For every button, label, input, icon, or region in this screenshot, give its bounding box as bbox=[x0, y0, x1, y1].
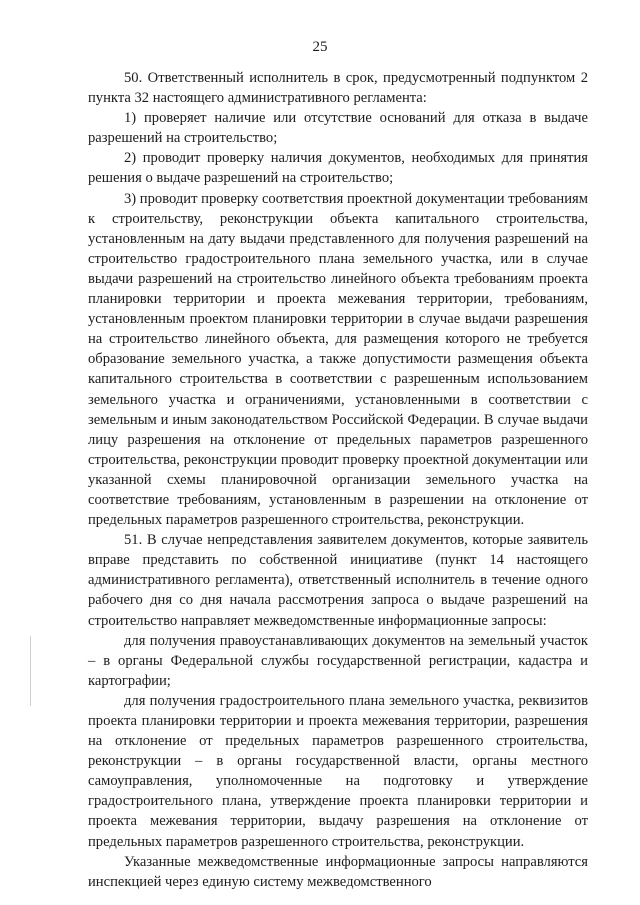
paragraph-51-intro: 51. В случае непредставления заявителем документов, которые заявитель вправе представить по собственной инициативе (пункт 14 настоящего административного регламента), ответственный исполнитель в течение одного рабочего дня со дня начала рассмотрения запроса о выдаче разрешений на строительство направляет межведомственные информационные запросы: bbox=[88, 532, 588, 629]
paragraph-51-request-land: для получения правоустанавливающих документов на земельный участок – в органы Федеральной службы государственной регистрации, кадастра и картографии; bbox=[88, 632, 588, 689]
paragraph-51-request-plan: для получения градостроительного плана земельного участка, реквизитов проекта планировки территории и проекта межевания территории, разрешения на отклонение от предельных параметров разрешенного строительства, реконструкции – в органы государственной власти, органы местного самоуправления, уполномоченные на подготовку и утверждение градостроительного плана, утверждение проекта планировки территории и проекта межевания территории, выдачу разрешения на отклонение от предельных параметров разрешенного строительства, реконструкции. bbox=[88, 692, 588, 850]
paragraph-50-item-3: 3) проводит проверку соответствия проектной документации требованиям к строительству, реконструкции объекта капитального строительства, установленным на дату выдачи представленного для получения разрешений на строительство градостроительного плана земельного участка, или в случае выдачи разрешений на строительство линейного объекта требованиям проекта планировки территории и проекта межевания территории, требованиям, установленным проектом планировки территории в случае выдачи разрешения на строительство линейного объекта, для размещения которого не требуется образование земельного участка, а также допустимости размещения объекта капитального строительства в соответствии с разрешенным использованием земельного участка и ограничениями, установленными в соответствии с земельным и иным законодательством Российской Федерации. В случае выдачи лицу разрешения на отклонение от предельных параметров разрешенного строительства, реконструкции проводит проверку проектной документации или указанной схемы планировочной организации земельного участка на соответствие требованиям, установленным в разрешении на отклонение от предельных параметров разрешенного строительства, реконструкции. bbox=[88, 190, 588, 529]
page-number: 25 bbox=[312, 39, 328, 55]
paragraph-50-intro: 50. Ответственный исполнитель в срок, предусмотренный подпунктом 2 пункта 32 настоящего административного регламента: bbox=[88, 70, 588, 107]
paragraph-51-requests-sent: Указанные межведомственные информационные запросы направляются инспекцией через единую систему межведомственного bbox=[88, 853, 588, 890]
paragraph-50-item-2: 2) проводит проверку наличия документов, необходимых для принятия решения о выдаче разрешений на строительство; bbox=[88, 150, 588, 187]
document-body bbox=[88, 68, 588, 892]
scan-margin-mark bbox=[30, 636, 31, 706]
paragraph-50-item-1: 1) проверяет наличие или отсутствие оснований для отказа в выдаче разрешений на строительство; bbox=[88, 110, 588, 147]
